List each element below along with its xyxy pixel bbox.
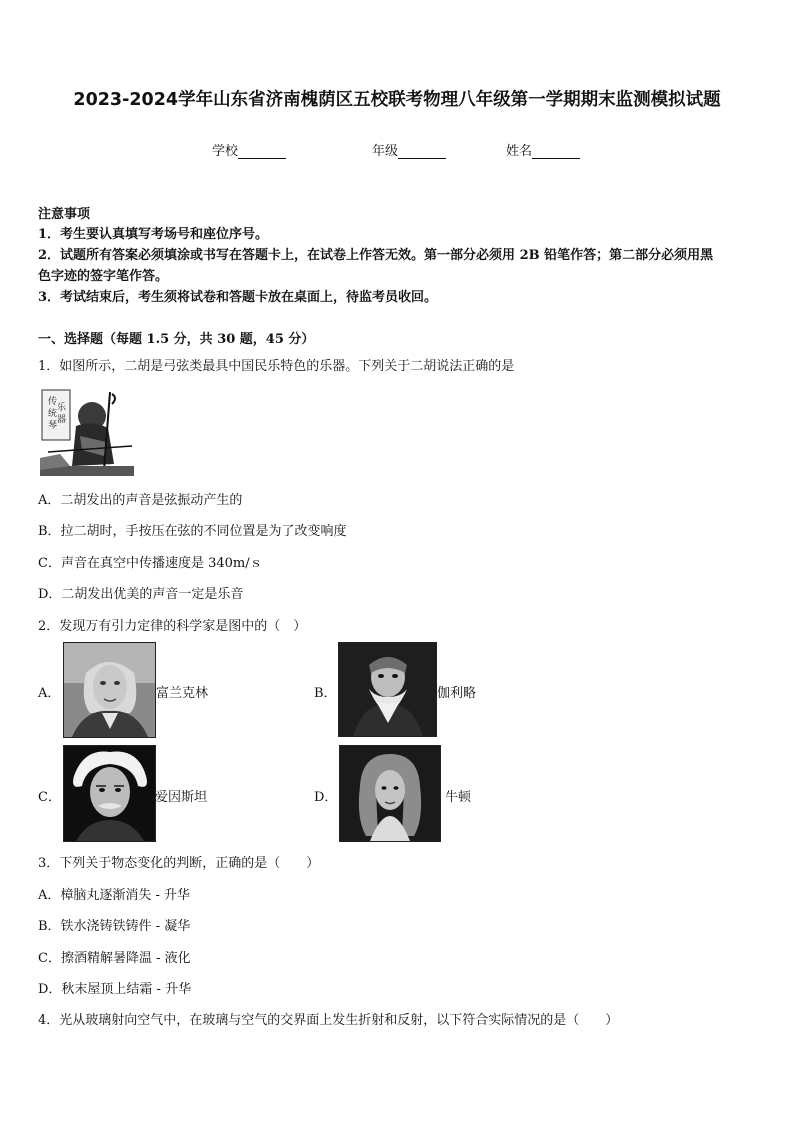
- question-1-option-a: A．二胡发出的声音是弦振动产生的: [38, 493, 243, 508]
- notice-item: 色字迹的签字笔作答。: [38, 269, 169, 284]
- grade-label: 年级: [372, 144, 399, 159]
- question-3-option-c: C．擦酒精解暑降温 - 液化: [38, 951, 191, 966]
- grade-field: [372, 140, 446, 159]
- franklin-portrait: [63, 642, 156, 738]
- question-2-option-d-name: 牛顿: [445, 790, 472, 805]
- question-2-option-a-name: 富兰克林: [156, 686, 209, 701]
- newton-portrait: [339, 745, 441, 842]
- page-title: 2023-2024学年山东省济南槐荫区五校联考物理八年级第一学期期末监测模拟试题: [73, 90, 721, 110]
- einstein-portrait: [63, 745, 156, 842]
- svg-text:统: 统: [48, 409, 58, 419]
- svg-text:琴: 琴: [48, 421, 58, 431]
- question-3-stem: 3．下列关于物态变化的判断，正确的是（ ）: [38, 856, 320, 871]
- svg-text:传: 传: [48, 397, 58, 407]
- question-1-option-c: C．声音在真空中传播速度是 340m/ｓ: [38, 556, 263, 571]
- svg-text:乐: 乐: [57, 403, 67, 413]
- school-blank: [238, 146, 286, 159]
- notice-item: 1．考生要认真填写考场号和座位序号。: [38, 227, 269, 242]
- question-3-option-a: A．樟脑丸逐渐消失 - 升华: [38, 888, 191, 903]
- name-blank: [532, 146, 580, 159]
- erhu-player-image: [40, 386, 134, 476]
- question-4-stem: 4．光从玻璃射向空气中，在玻璃与空气的交界面上发生折射和反射，以下符合实际情况的是（ ）: [38, 1013, 619, 1028]
- question-2-option-a-letter: A．: [38, 686, 61, 701]
- question-2-option-b-letter: B．: [314, 686, 337, 701]
- question-3-option-b: B．铁水浇铸铁铸件 - 凝华: [38, 919, 191, 934]
- name-label: 姓名: [506, 144, 533, 159]
- section-heading: 一、选择题（每题 1.5 分，共 30 题，45 分）: [38, 332, 315, 347]
- question-2-option-d-letter: D．: [314, 790, 338, 805]
- school-field: [212, 140, 286, 159]
- svg-text:器: 器: [57, 415, 67, 425]
- question-2-option-c-name: 爱因斯坦: [155, 790, 208, 805]
- notice-item: 3．考试结束后，考生须将试卷和答题卡放在桌面上，待监考员收回。: [38, 290, 438, 305]
- notice-heading: 注意事项: [38, 207, 91, 222]
- question-3-option-d: D．秋末屋顶上结霜 - 升华: [38, 982, 192, 997]
- school-label: 学校: [212, 144, 239, 159]
- question-2-option-c-letter: C．: [38, 790, 61, 805]
- grade-blank: [398, 146, 446, 159]
- question-1-option-d: D．二胡发出优美的声音一定是乐音: [38, 587, 244, 602]
- name-field: [506, 140, 580, 159]
- question-1-option-b: B．拉二胡时，手按压在弦的不同位置是为了改变响度: [38, 524, 347, 539]
- question-2-option-b-name: 伽利略: [437, 686, 477, 701]
- question-1-stem: 1．如图所示，二胡是弓弦类最具中国民乐特色的乐器。下列关于二胡说法正确的是: [38, 359, 515, 374]
- question-2-stem: 2．发现万有引力定律的科学家是图中的（ ）: [38, 619, 307, 634]
- galileo-portrait: [338, 642, 437, 737]
- notice-item: 2．试题所有答案必须填涂或书写在答题卡上，在试卷上作答无效。第一部分必须用 2B 铅笔作答；第二部分必须用黑: [38, 248, 714, 263]
